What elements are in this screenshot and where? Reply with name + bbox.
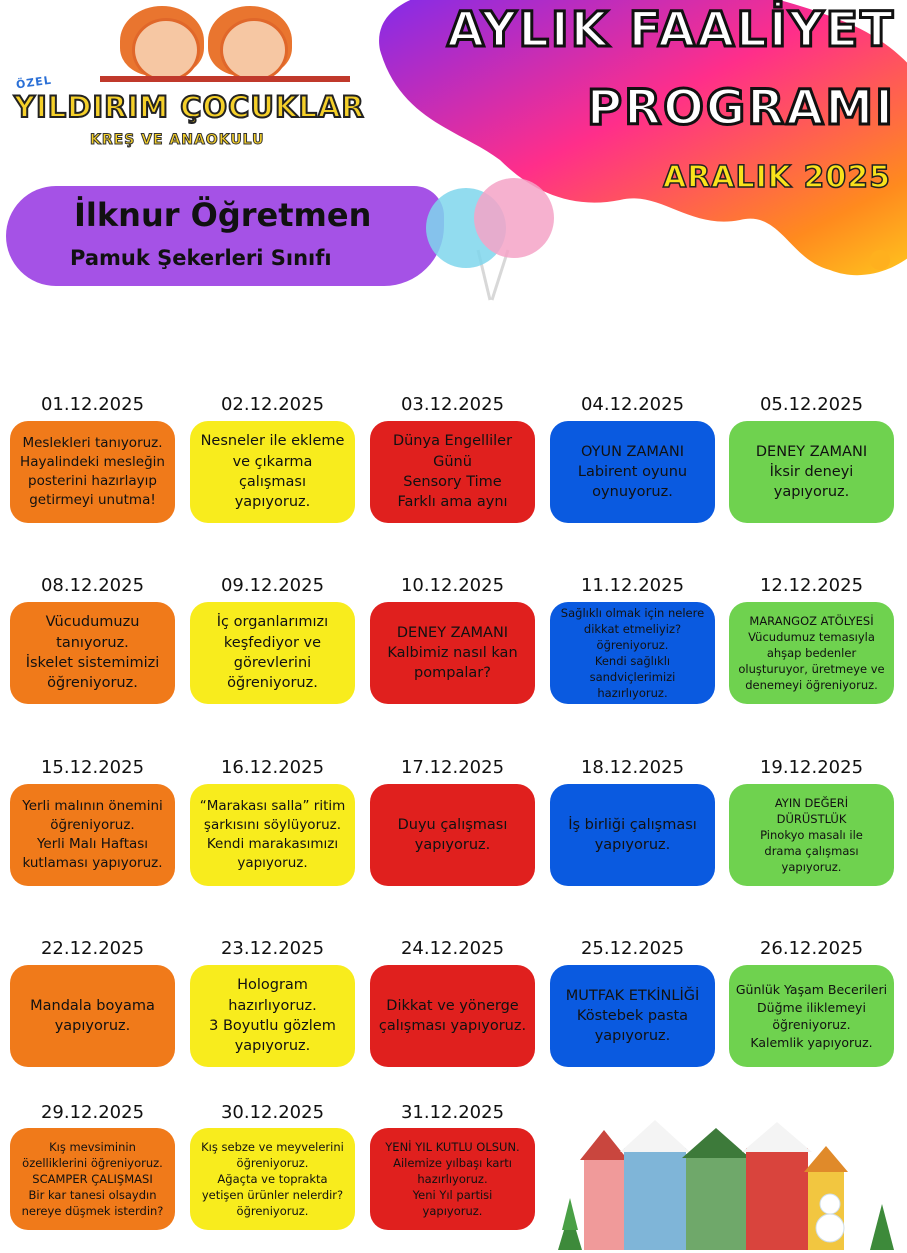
activity-card [370, 602, 535, 704]
activity-text: DENEY ZAMANI İksir deneyi yapıyoruz. [755, 443, 868, 501]
day-date: 16.12.2025 [220, 757, 325, 778]
day-date: 15.12.2025 [40, 757, 145, 778]
class-name: Pamuk Şekerleri Sınıfı [70, 246, 332, 270]
activity-text: Sağlıklı olmak için nelere dikkat etmeliyiz? öğreniyoruz. Kendi sağlıklı sandviçlerimizi hazırlıyoruz. [560, 605, 705, 701]
activity-card [190, 421, 355, 523]
activity-text: Hologram hazırlıyoruz. 3 Boyutlu gözlem yapıyoruz. [209, 977, 336, 1055]
activity-card [10, 965, 175, 1067]
logo-main-text: YILDIRIM ÇOCUKLAR [14, 90, 365, 124]
activity-text: Mandala boyama yapıyoruz. [30, 997, 155, 1034]
logo-small-text: ÖZEL [15, 73, 53, 92]
activity-text: AYIN DEĞERİ DÜRÜSTLÜK Pinokyo masalı ile drama çalışması yapıyoruz. [760, 795, 863, 875]
activity-text: Dikkat ve yönerge çalışması yapıyoruz. [378, 997, 527, 1034]
activity-card [370, 965, 535, 1067]
activity-text: “Marakası salla” ritim şarkısını söylüyoruz. Kendi marakasımızı yapıyoruz. [199, 798, 346, 871]
activity-text: MUTFAK ETKİNLİĞİ Köstebek pasta yapıyoruz. [565, 987, 700, 1045]
activity-card [729, 421, 894, 523]
activity-card [370, 421, 535, 523]
activity-text: DENEY ZAMANI Kalbimiz nasıl kan pompalar? [387, 624, 518, 682]
activity-text: İş birliği çalışması yapıyoruz. [568, 816, 697, 853]
logo-bar [100, 76, 350, 82]
activity-card [370, 784, 535, 886]
page-title-line1: AYLIK FAALİYET [447, 2, 895, 58]
activity-card [550, 421, 715, 523]
day-date: 26.12.2025 [759, 938, 864, 959]
activity-text: Yerli malının önemini öğreniyoruz. Yerli Malı Haftası kutlaması yapıyoruz. [22, 798, 163, 871]
girl-face-illustration [132, 18, 200, 82]
day-date: 29.12.2025 [40, 1102, 145, 1123]
activity-text: YENİ YIL KUTLU OLSUN. Ailemize yılbaşı kartı hazırlıyoruz. Yeni Yıl partisi yapıyoruz. [385, 1139, 520, 1219]
activity-card [190, 784, 355, 886]
day-date: 08.12.2025 [40, 575, 145, 596]
activity-text: Kış sebze ve meyvelerini öğreniyoruz. Ağaçta ve toprakta yetişen ürünler nelerdir? öğreniyoruz. [201, 1139, 344, 1219]
day-date: 12.12.2025 [759, 575, 864, 596]
day-date: 01.12.2025 [40, 394, 145, 415]
day-date: 04.12.2025 [580, 394, 685, 415]
activity-text: Günlük Yaşam Becerileri Düğme iliklemeyi öğreniyoruz. Kalemlik yapıyoruz. [735, 982, 888, 1050]
day-date: 23.12.2025 [220, 938, 325, 959]
day-date: 03.12.2025 [400, 394, 505, 415]
cotton-candy-icon [418, 170, 558, 310]
day-date: 05.12.2025 [759, 394, 864, 415]
day-date: 10.12.2025 [400, 575, 505, 596]
month-title: ARALIK 2025 [662, 160, 891, 195]
page-title-line2: PROGRAMI [586, 80, 895, 136]
day-date: 30.12.2025 [220, 1102, 325, 1123]
activity-card [10, 602, 175, 704]
boy-face-illustration [220, 18, 288, 82]
day-date: 25.12.2025 [580, 938, 685, 959]
activity-card [370, 1128, 535, 1230]
activity-text: Meslekleri tanıyoruz. Hayalindeki mesleğin posterini hazırlayıp getirmeyi unutma! [20, 435, 165, 508]
activity-card [550, 602, 715, 704]
activity-card [190, 965, 355, 1067]
activity-card [190, 1128, 355, 1230]
day-date: 18.12.2025 [580, 757, 685, 778]
activity-text: İç organlarımızı keşfediyor ve görevlerini öğreniyoruz. [216, 614, 329, 692]
day-date: 24.12.2025 [400, 938, 505, 959]
activity-card [190, 602, 355, 704]
activity-text: Kış mevsiminin özelliklerini öğreniyoruz. SCAMPER ÇALIŞMASI Bir kar tanesi olsaydın nereye düşmek isterdin? [21, 1139, 164, 1219]
activity-card [550, 965, 715, 1067]
school-logo [10, 4, 365, 154]
activity-card [10, 784, 175, 886]
winter-houses-illustration [540, 1118, 902, 1250]
logo-sub-text: KREŞ VE ANAOKULU [90, 132, 265, 148]
day-date: 31.12.2025 [400, 1102, 505, 1123]
activity-text: Duyu çalışması yapıyoruz. [397, 816, 508, 853]
day-date: 11.12.2025 [580, 575, 685, 596]
activity-card [550, 784, 715, 886]
day-date: 19.12.2025 [759, 757, 864, 778]
activity-text: OYUN ZAMANI Labirent oyunu oynuyoruz. [577, 443, 688, 501]
activity-card [10, 1128, 175, 1230]
day-date: 02.12.2025 [220, 394, 325, 415]
activity-text: Vücudumuzu tanıyoruz. İskelet sistemimizi öğreniyoruz. [25, 614, 160, 692]
activity-card [10, 421, 175, 523]
teacher-name: İlknur Öğretmen [74, 196, 372, 234]
day-date: 22.12.2025 [40, 938, 145, 959]
activity-card [729, 965, 894, 1067]
day-date: 09.12.2025 [220, 575, 325, 596]
activity-text: Nesneler ile ekleme ve çıkarma çalışması yapıyoruz. [200, 433, 345, 511]
activity-card [729, 784, 894, 886]
day-date: 17.12.2025 [400, 757, 505, 778]
activity-card [729, 602, 894, 704]
activity-text: MARANGOZ ATÖLYESİ Vücudumuz temasıyla ahşap bedenler oluşturuyor, üretmeye ve denemeyi öğreniyoruz. [738, 613, 885, 693]
activity-text: Dünya Engelliler Günü Sensory Time Farklı ama aynı [392, 433, 513, 511]
